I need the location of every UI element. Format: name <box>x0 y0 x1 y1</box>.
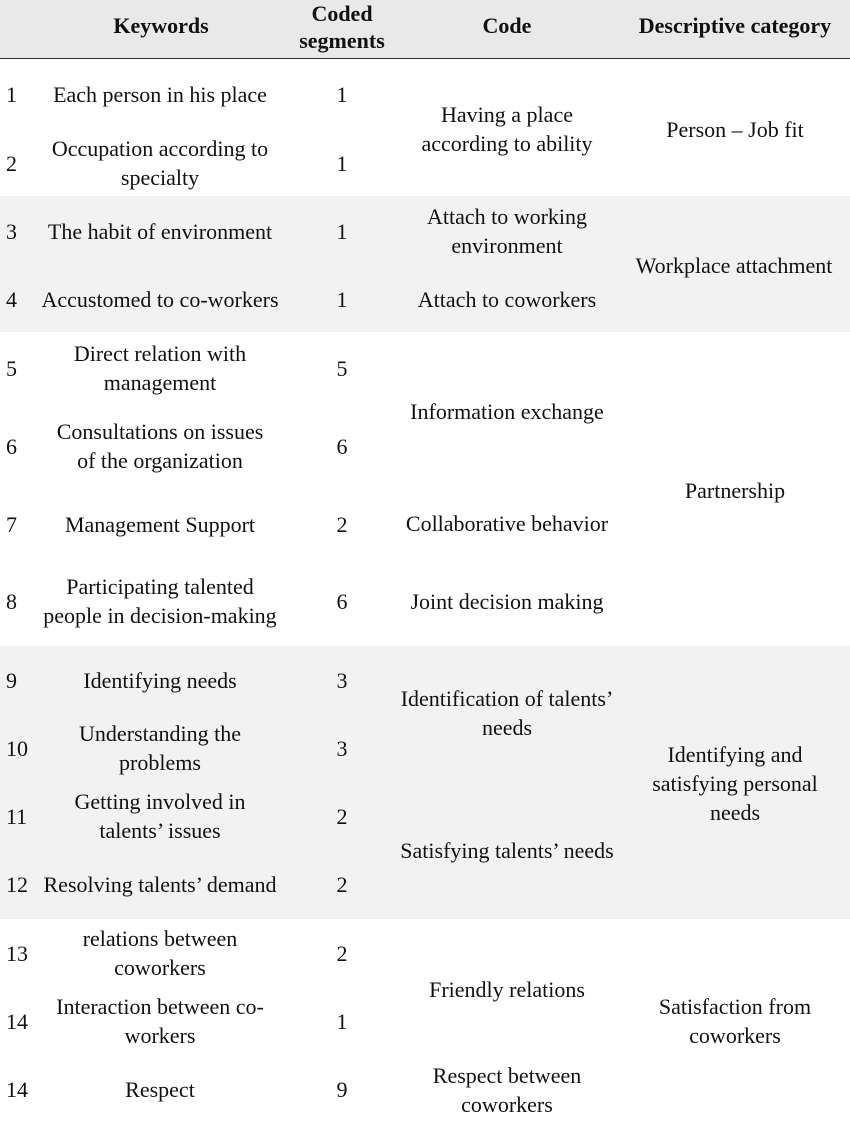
header-coded-segments: Coded segments <box>299 1 385 53</box>
row-number: 14 <box>6 1008 28 1034</box>
keyword-cell: Respect <box>125 1076 195 1102</box>
code-cell: Information exchange <box>410 398 604 424</box>
row-number: 3 <box>6 218 17 244</box>
row-number: 1 <box>6 81 17 107</box>
code-cell: Attach to working environment <box>426 204 588 258</box>
segment-count: 1 <box>336 1008 348 1034</box>
row-number: 7 <box>6 511 17 537</box>
segment-count: 6 <box>336 433 348 459</box>
code-cell: Collaborative behavior <box>405 510 609 536</box>
row-number: 4 <box>6 286 17 312</box>
category-cell: Partnership <box>684 477 786 503</box>
code-cell: Satisfying talents’ needs <box>400 837 614 863</box>
row-number: 12 <box>6 871 28 897</box>
keyword-cell: Getting involved in talents’ issues <box>74 789 246 843</box>
row-number: 2 <box>6 150 17 176</box>
keyword-cell: Each person in his place <box>53 81 267 107</box>
header-code: Code <box>482 12 532 38</box>
header-rule <box>0 58 850 59</box>
category-cell: Satisfaction from coworkers <box>658 994 812 1048</box>
keyword-cell: The habit of environment <box>47 218 273 244</box>
keyword-cell: Consultations on issues of the organization <box>56 419 264 473</box>
header-descriptive-category: Descriptive category <box>638 12 832 38</box>
segment-count: 1 <box>336 218 348 244</box>
keyword-cell: Accustomed to co-workers <box>41 286 279 312</box>
segment-count: 5 <box>336 355 348 381</box>
keyword-cell: relations between coworkers <box>82 926 238 980</box>
row-number: 13 <box>6 940 28 966</box>
header-keywords: Keywords <box>113 12 209 38</box>
row-number: 9 <box>6 667 17 693</box>
row-number: 14 <box>6 1076 28 1102</box>
segment-count: 1 <box>336 81 348 107</box>
segment-count: 3 <box>336 667 348 693</box>
keyword-cell: Management Support <box>64 511 256 537</box>
keyword-cell: Understanding the problems <box>79 721 241 775</box>
row-number: 10 <box>6 735 28 761</box>
code-cell: Joint decision making <box>410 588 604 614</box>
keyword-cell: Direct relation with management <box>73 341 247 395</box>
segment-count: 3 <box>336 735 348 761</box>
segment-count: 2 <box>336 803 348 829</box>
category-cell: Identifying and satisfying personal needs <box>652 741 818 825</box>
segment-count: 1 <box>336 286 348 312</box>
row-number: 11 <box>6 803 28 829</box>
code-cell: Identification of talents’ needs <box>400 686 614 740</box>
segment-count: 2 <box>336 511 348 537</box>
segment-count: 2 <box>336 871 348 897</box>
keyword-cell: Identifying needs <box>83 667 237 693</box>
code-cell: Having a place according to ability <box>421 102 593 156</box>
category-cell: Workplace attachment <box>635 252 833 278</box>
row-number: 8 <box>6 588 17 614</box>
category-cell: Person – Job fit <box>666 116 804 142</box>
row-number: 5 <box>6 355 17 381</box>
keyword-cell: Participating talented people in decision-making <box>43 574 277 628</box>
code-cell: Respect between coworkers <box>432 1063 582 1117</box>
segment-count: 9 <box>336 1076 348 1102</box>
code-cell: Attach to coworkers <box>417 286 597 312</box>
keyword-cell: Resolving talents’ demand <box>43 871 277 897</box>
segment-count: 6 <box>336 588 348 614</box>
segment-count: 2 <box>336 940 348 966</box>
code-cell: Friendly relations <box>429 976 585 1002</box>
row-number: 6 <box>6 433 17 459</box>
keyword-cell: Interaction between co- workers <box>56 994 264 1048</box>
segment-count: 1 <box>336 150 348 176</box>
keyword-cell: Occupation according to specialty <box>51 136 269 190</box>
